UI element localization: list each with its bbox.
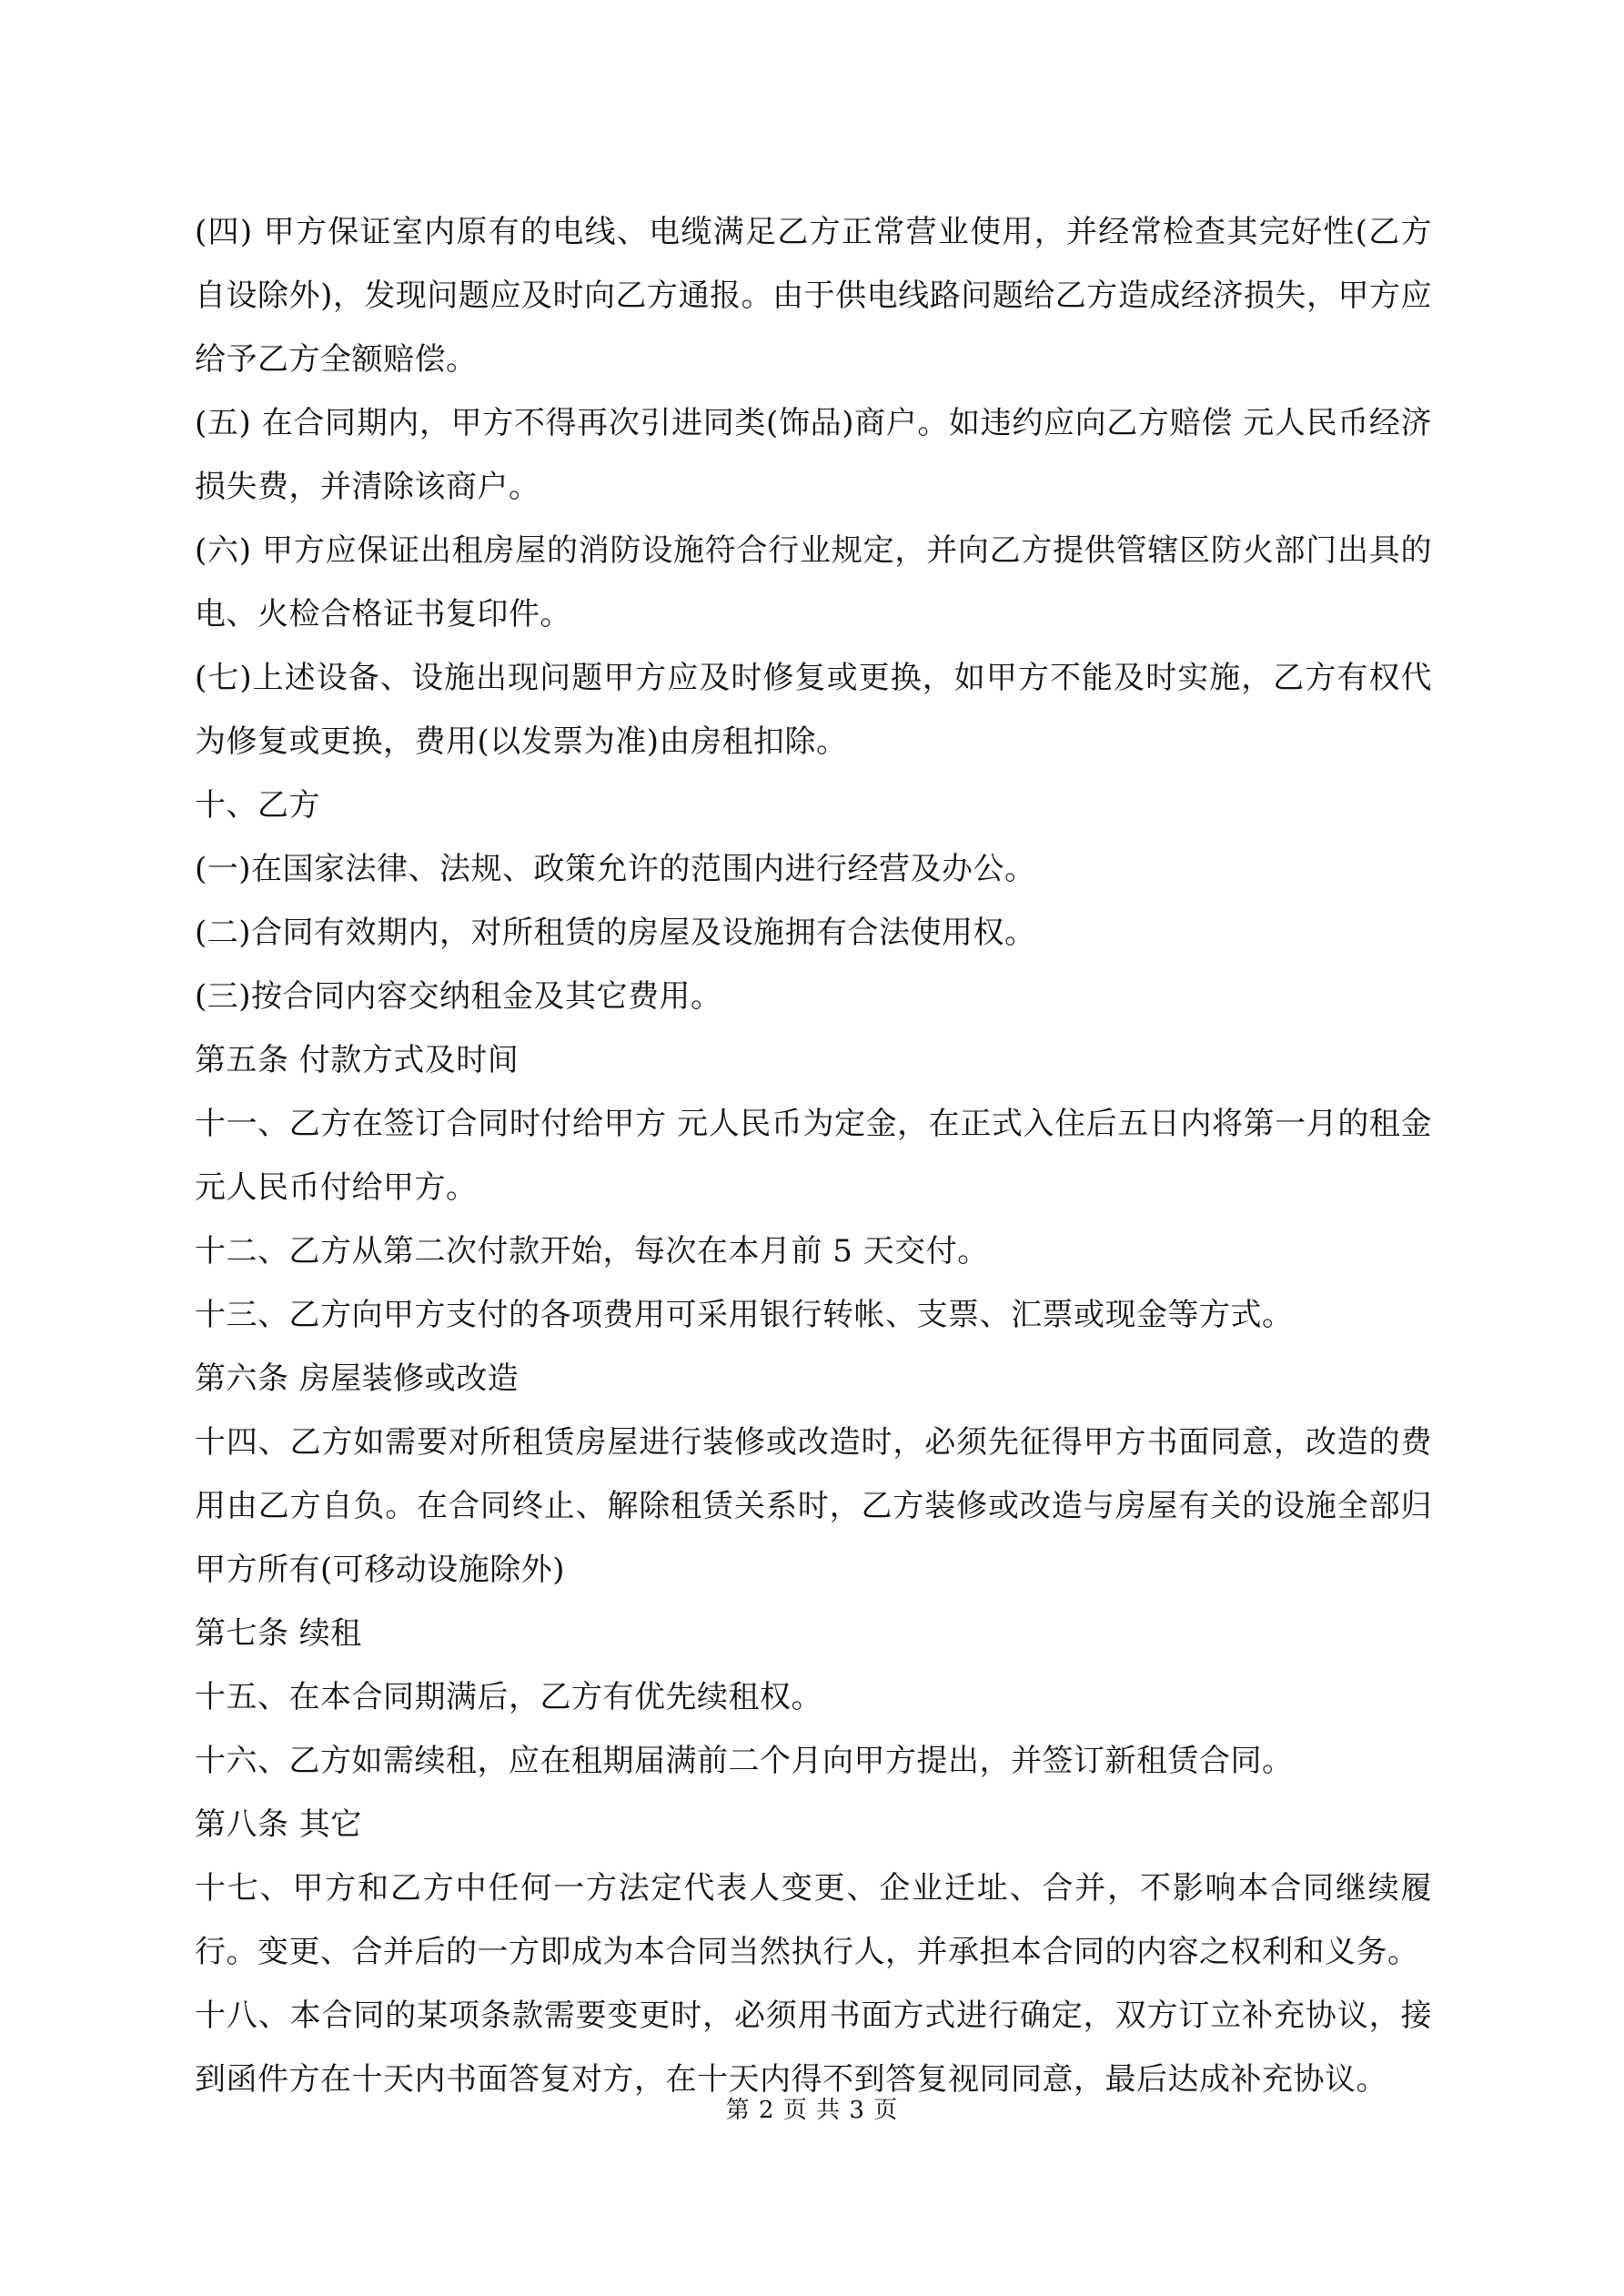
- document-body: [195, 200, 1432, 2111]
- clause-12-payment-schedule: 十二、乙方从第二次付款开始，每次在本月前 5 天交付。: [195, 1233, 989, 1269]
- clause-17-representative-change: 十七、甲方和乙方中任何一方法定代表人变更、企业迁址、合并，不影响本合同继续履行。变更、合并后的一方即成为本合同当然执行人，并承担本合同的内容之权利和义务。: [195, 1870, 1432, 1970]
- article-7-heading: 第七条 续租: [195, 1615, 362, 1652]
- article-5-heading: 第五条 付款方式及时间: [195, 1042, 519, 1078]
- clause-18-amendments: 十八、本合同的某项条款需要变更时，必须用书面方式进行确定，双方订立补充协议，接到函件方在十天内书面答复对方，在十天内得不到答复视同同意，最后达成补充协议。: [195, 1998, 1432, 2098]
- page-number-footer: 第 2 页 共 3 页: [725, 2097, 899, 2124]
- clause-15-renewal-priority: 十五、在本合同期满后，乙方有优先续租权。: [195, 1679, 822, 1715]
- article-8-heading: 第八条 其它: [195, 1806, 362, 1843]
- clause-11-deposit: 十一、乙方在签订合同时付给甲方 元人民币为定金，在正式入住后五日内将第一月的租金 元人民币付给甲方。: [195, 1106, 1432, 1206]
- clause-5-no-competitors: (五) 在合同期内，甲方不得再次引进同类(饰品)商户。如违约应向乙方赔偿 元人民币经济损失费，并清除该商户。: [195, 405, 1432, 505]
- clause-16-renewal-notice: 十六、乙方如需续租，应在租期届满前二个月向甲方提出，并签订新租赁合同。: [195, 1743, 1294, 1779]
- party-b-item-1: (一)在国家法律、法规、政策允许的范围内进行经营及办公。: [195, 851, 1036, 887]
- clause-13-payment-methods: 十三、乙方向甲方支付的各项费用可采用银行转帐、支票、汇票或现金等方式。: [195, 1297, 1294, 1333]
- party-b-item-3: (三)按合同内容交纳租金及其它费用。: [195, 978, 722, 1015]
- party-b-item-2: (二)合同有效期内，对所租赁的房屋及设施拥有合法使用权。: [195, 915, 1036, 951]
- clause-14-renovation: 十四、乙方如需要对所租赁房屋进行装修或改造时，必须先征得甲方书面同意，改造的费用由乙方自负。在合同终止、解除租赁关系时，乙方装修或改造与房屋有关的设施全部归甲方所有(可移动设施除外): [195, 1424, 1432, 1588]
- section-10-party-b: 十、乙方: [195, 787, 320, 824]
- article-6-heading: 第六条 房屋装修或改造: [195, 1360, 519, 1397]
- clause-7-repairs: (七)上述设备、设施出现问题甲方应及时修复或更换，如甲方不能及时实施，乙方有权代为修复或更换，费用(以发票为准)由房租扣除。: [195, 660, 1432, 760]
- clause-4-power-lines: (四) 甲方保证室内原有的电线、电缆满足乙方正常营业使用，并经常检查其完好性(乙方自设除外)，发现问题应及时向乙方通报。由于供电线路问题给乙方造成经济损失，甲方应给予乙方全额赔偿。: [195, 214, 1432, 378]
- clause-6-fire-safety: (六) 甲方应保证出租房屋的消防设施符合行业规定，并向乙方提供管辖区防火部门出具的电、火检合格证书复印件。: [195, 532, 1432, 632]
